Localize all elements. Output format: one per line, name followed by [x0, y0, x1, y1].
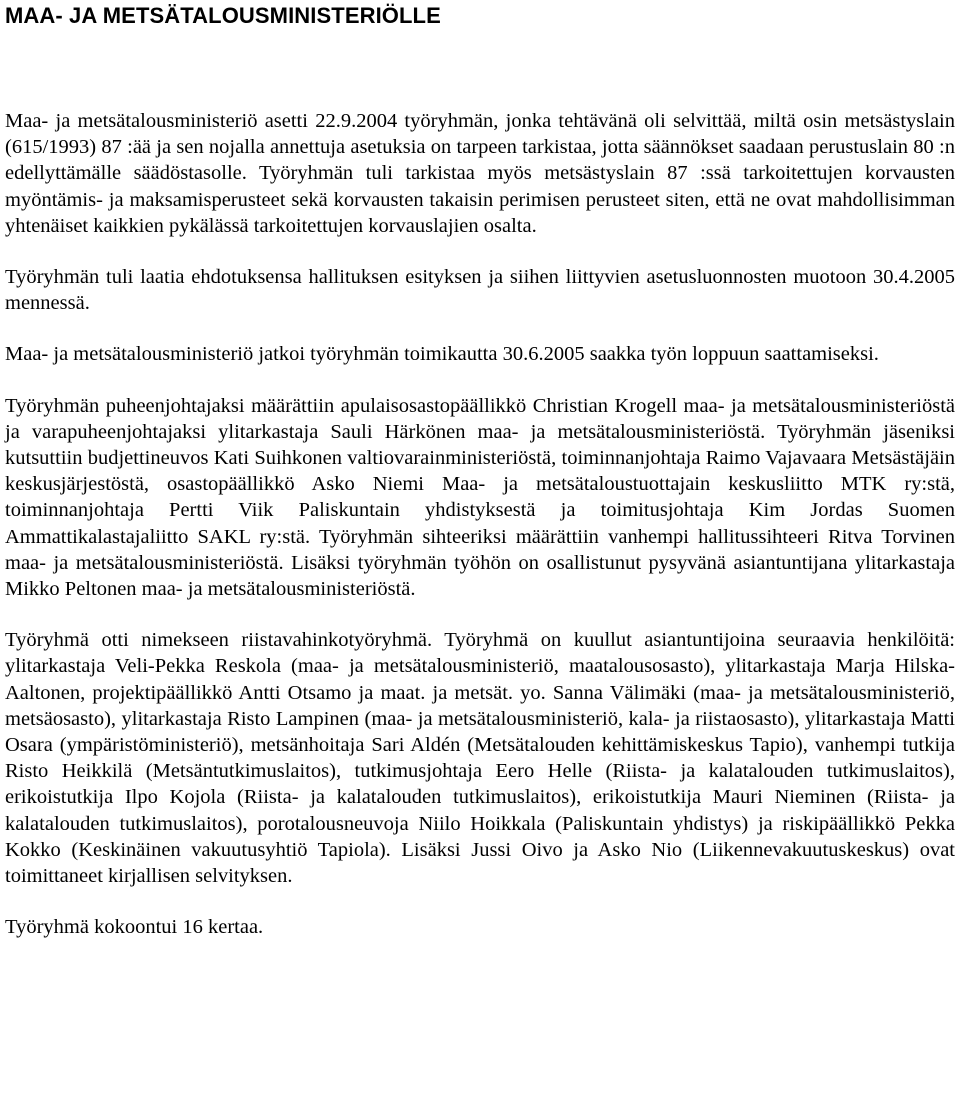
- paragraph-members: Työryhmän puheenjohtajaksi määrättiin apulaisosastopäällikkö Christian Krogell maa- ja metsätalousministeriöstä ja varapuheenjohtajaksi ylitarkastaja Sauli Härkönen maa- ja metsätalousministeriöstä. Työryhmän jäseniksi kutsuttiin budjettineuvos Kati Suihkonen valtiovarainministeriöstä, toiminnanjohtaja Raimo Vajavaara Metsästäjäin keskusjärjestöstä, osastopäällikkö Asko Niemi Maa- ja metsätaloustuottajain keskusliitto MTK ry:stä, toiminnanjohtaja Pertti Viik Paliskuntain yhdistyksestä ja toimitusjohtaja Kim Jordas Suomen Ammattikalastajaliitto SAKL ry:stä. Työryhmän sihteeriksi määrättiin vanhempi hallitussihteeri Ritva Torvinen maa- ja metsätalousministeriöstä. Lisäksi työryhmän työhön on osallistunut pysyvänä asiantuntijana ylitarkastaja Mikko Peltonen maa- ja metsätalousministeriöstä.: [5, 394, 955, 601]
- paragraph-meetings: Työryhmä kokoontui 16 kertaa.: [5, 916, 264, 939]
- paragraph-deadline: Työryhmän tuli laatia ehdotuksensa hallituksen esityksen ja siihen liittyvien asetusluonnosten muotoon 30.4.2005 mennessä.: [5, 266, 955, 315]
- paragraph-experts: Työryhmä otti nimekseen riistavahinkotyöryhmä. Työryhmä on kuullut asiantuntijoina seuraavia henkilöitä: ylitarkastaja Veli-Pekka Reskola (maa- ja metsätalousministeriö, maatalousosasto), ylitarkastaja Marja Hilska-Aaltonen, projektipäällikkö Antti Otsamo ja maat. ja metsät. yo. Sanna Välimäki (maa- ja metsätalousministeriö, metsäosasto), ylitarkastaja Risto Lampinen (maa- ja metsätalousministeriö, kala- ja riistaosasto), ylitarkastaja Matti Osara (ympäristöministeriö), metsänhoitaja Sari Aldén (Metsätalouden kehittämiskeskus Tapio), vanhempi tutkija Risto Heikkilä (Metsäntutkimuslaitos), tutkimusjohtaja Eero Helle (Riista- ja kalatalouden tutkimuslaitos), erikoistutkija Ilpo Kojola (Riista- ja kalatalouden tutkimuslaitos), erikoistutkija Mauri Nieminen (Riista- ja kalatalouden tutkimuslaitos), porotalousneuvoja Niilo Hoikkala (Paliskuntain yhdistys) ja riskipäällikkö Pekka Kokko (Keskinäinen vakuutusyhtiö Tapiola). Lisäksi Jussi Oivo ja Asko Nio (Liikennevakuutuskeskus) ovat toimittaneet kirjallisen selvityksen.: [5, 629, 955, 888]
- document-page: [5, 0, 955, 940]
- document-heading: MAA- JA METSÄTALOUSMINISTERIÖLLE: [5, 3, 441, 28]
- paragraph-assignment: Maa- ja metsätalousministeriö asetti 22.9.2004 työryhmän, jonka tehtävänä oli selvittää, miltä osin metsästyslain (615/1993) 87 :ää ja sen nojalla annettuja asetuksia on tarpeen tarkistaa, jotta säännökset saadaan perustuslain 80 :n edellyttämälle säädöstasolle. Työryhmän tuli tarkistaa myös metsästyslain 87 :ssä tarkoitettujen korvausten myöntämis- ja maksamisperusteet sekä korvausten takaisin perimisen perusteet siten, että ne ovat mahdollisimman yhtenäiset kaikkien pykälässä tarkoitettujen korvauslajien osalta.: [5, 110, 955, 237]
- paragraph-extension: Maa- ja metsätalousministeriö jatkoi työryhmän toimikautta 30.6.2005 saakka työn loppuun saattamiseksi.: [5, 343, 879, 366]
